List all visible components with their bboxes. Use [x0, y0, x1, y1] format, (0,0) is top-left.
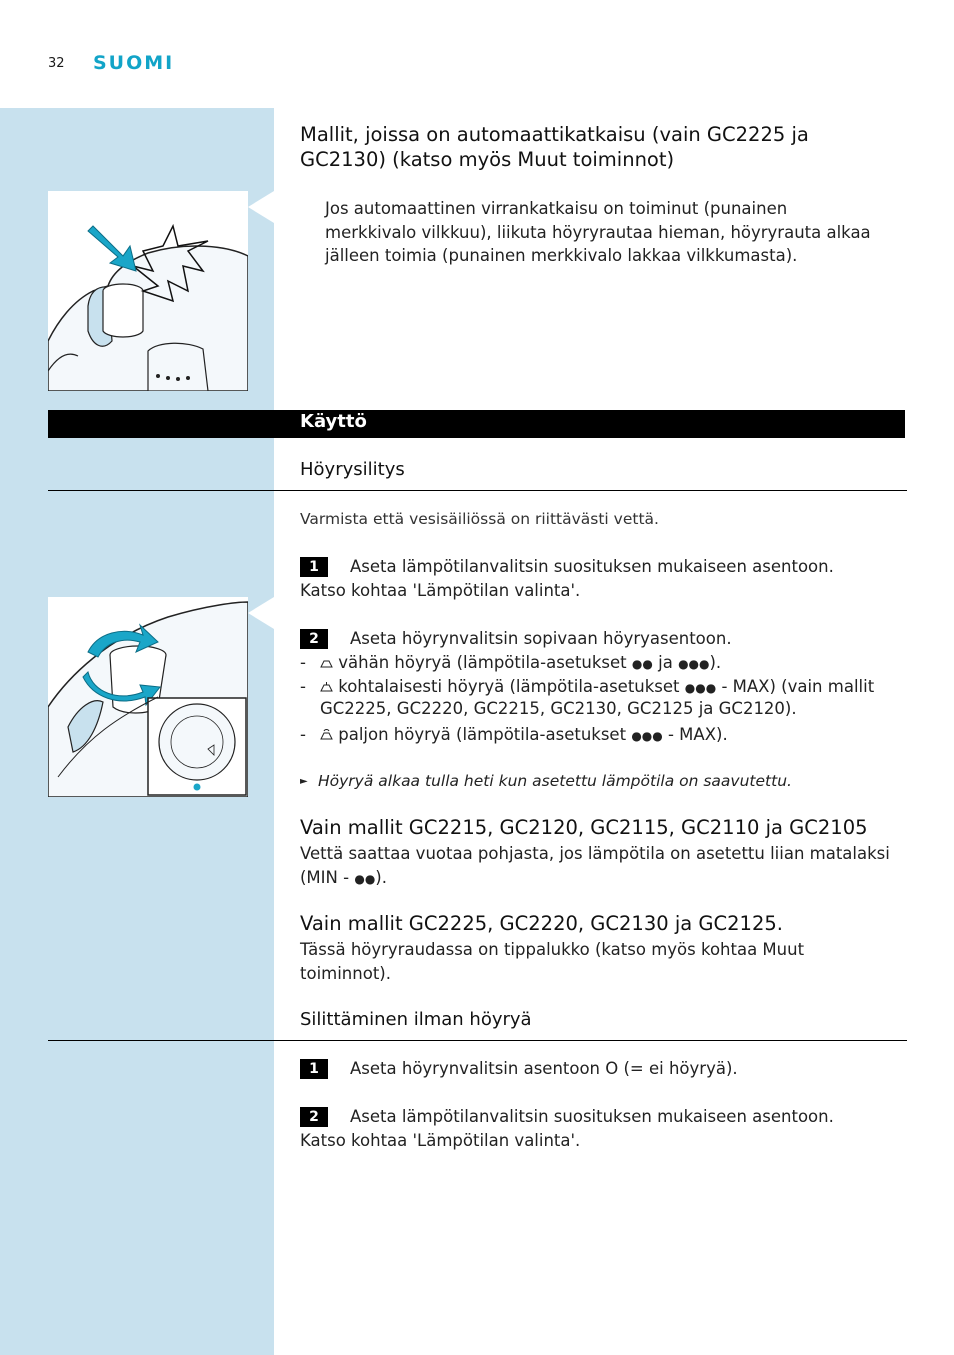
steam-option-medium-cont: GC2225, GC2220, GC2215, GC2130, GC2125 ja GC2120). [320, 699, 797, 718]
steam-option-low: - vähän höyryä (lämpötila-asetukset ●● ja ●●●). [300, 651, 910, 677]
step-text: Aseta lämpötilanvalitsin suosituksen mukaiseen asentoon. [350, 557, 834, 576]
models-a-text-line1: Vettä saattaa vuotaa pohjasta, jos lämpötila on asetettu liian matalaksi [300, 844, 890, 863]
temp-dots: ●● [631, 657, 653, 671]
auto-off-text-line1: Jos automaattinen virrankatkaisu on toiminut (punainen [325, 199, 788, 218]
section-title: Käyttö [300, 411, 367, 432]
steam-option-medium: - kohtalaisesti höyryä (lämpötila-asetukset ●●● - MAX) (vain mallit [300, 675, 910, 701]
temp-dots: ●●● [678, 657, 710, 671]
temp-dots: ●●● [631, 729, 663, 743]
step-text: Aseta höyrynvalitsin asentoon O (= ei höyryä). [350, 1059, 738, 1078]
step-number-badge: 2 [300, 629, 328, 649]
step-number-badge: 2 [300, 1107, 328, 1127]
models-b-text-line1: Tässä höyryraudassa on tippalukko (katso myös kohtaa Muut [300, 940, 805, 959]
auto-off-heading-line1: Mallit, joissa on automaattikatkaisu (vain GC2225 ja [300, 123, 809, 146]
steam-step-1 [300, 555, 834, 579]
dry-step-1 [300, 1057, 738, 1081]
steam-step-2 [300, 627, 732, 651]
list-dash: - [300, 677, 306, 696]
triangle-bullet-icon: ► [300, 776, 308, 787]
list-dash: - [300, 725, 306, 744]
steam-step-1-sub: Katso kohtaa 'Lämpötilan valinta'. [300, 581, 581, 600]
illustration-pointer [248, 597, 274, 629]
iron-auto-off-illustration [48, 191, 248, 391]
steam-low-icon [320, 657, 333, 669]
step-text: Aseta höyrynvalitsin sopivaan höyryasentoon. [350, 629, 732, 648]
steam-intro: Varmista että vesisäiliössä on riittävästi vettä. [300, 510, 659, 528]
steam-dial-illustration [48, 597, 248, 797]
auto-off-heading-line2: GC2130) (katso myös Muut toiminnot) [300, 148, 675, 171]
steam-high-icon [320, 728, 333, 741]
divider-dry-ironing [48, 1040, 907, 1041]
steam-medium-icon [320, 681, 333, 693]
step-number-badge: 1 [300, 1059, 328, 1079]
language-label: SUOMI [93, 52, 175, 74]
step-text: Aseta lämpötilanvalitsin suosituksen mukaiseen asentoon. [350, 1107, 834, 1126]
auto-off-text-line3: jälleen toimia (punainen merkkivalo lakkaa vilkkumasta). [325, 246, 798, 265]
illustration-pointer [248, 191, 274, 223]
auto-off-text-line2: merkkivalo vilkkuu), liikuta höyryrautaa hieman, höyryrauta alkaa [325, 223, 871, 242]
steam-note: ► Höyryä alkaa tulla heti kun asetettu lämpötila on saavutettu. [300, 770, 792, 794]
dry-step-2 [300, 1105, 834, 1129]
models-b-text-line2: toiminnot). [300, 964, 391, 983]
temp-dots: ●●● [684, 681, 717, 695]
models-b-heading: Vain mallit GC2225, GC2220, GC2130 ja GC2125. [300, 912, 783, 935]
models-a-text-line2: (MIN - ●●). [300, 868, 387, 887]
temp-dots: ●● [354, 872, 376, 886]
steam-option-high: - paljon höyryä (lämpötila-asetukset ●●● - MAX). [300, 723, 910, 749]
section-bar-kaytto [48, 410, 905, 438]
step-number-badge: 1 [300, 557, 328, 577]
dry-step-2-sub: Katso kohtaa 'Lämpötilan valinta'. [300, 1131, 581, 1150]
list-dash: - [300, 653, 306, 672]
page-number: 32 [48, 56, 65, 71]
divider-steam-ironing [48, 490, 907, 491]
models-a-heading: Vain mallit GC2215, GC2120, GC2115, GC2110 ja GC2105 [300, 816, 868, 839]
dry-ironing-title: Silittäminen ilman höyryä [300, 1009, 532, 1030]
steam-ironing-title: Höyrysilitys [300, 459, 405, 480]
